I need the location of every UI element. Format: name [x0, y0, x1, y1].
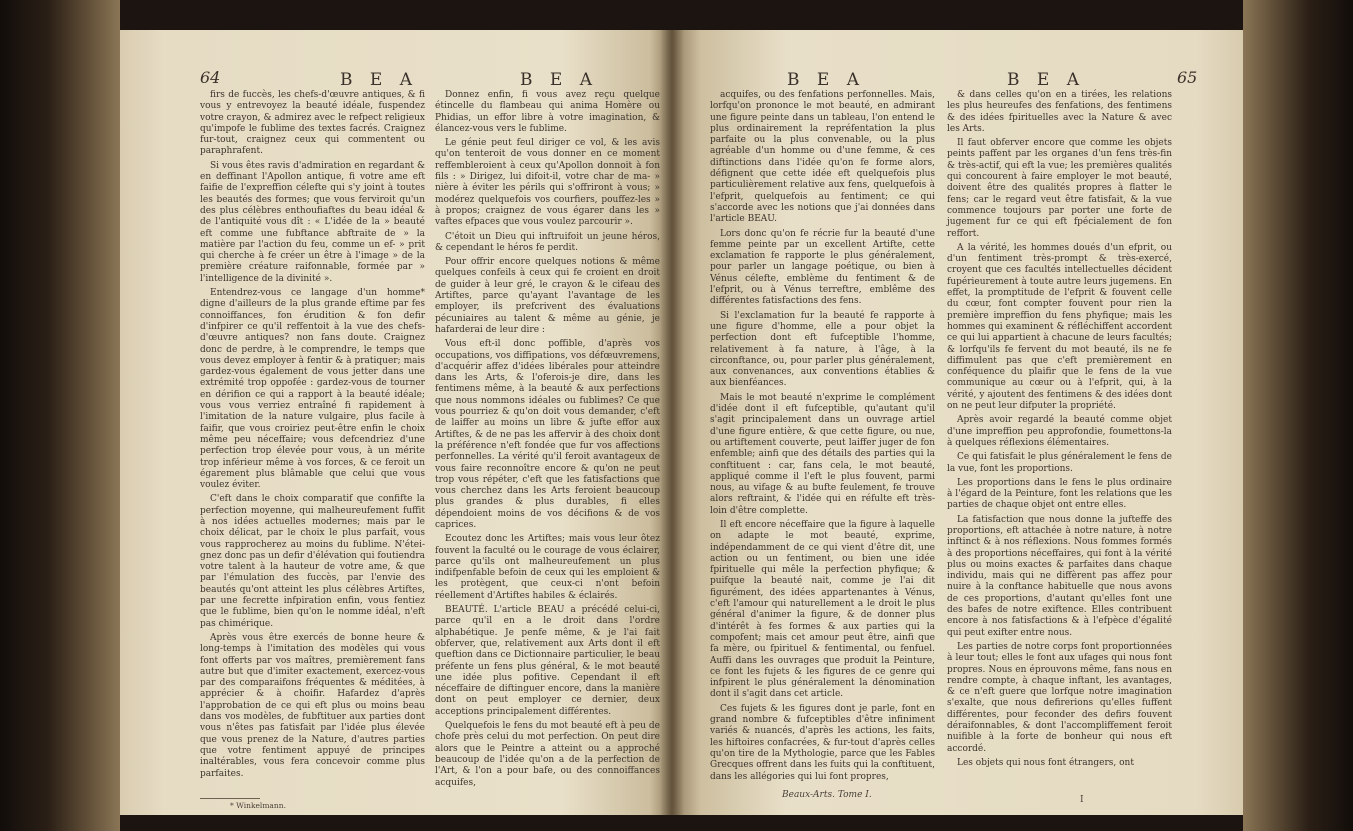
paragraph: Ce qui fatisfait le plus généralement le fens de la vue, font les proportions. — [947, 452, 1172, 474]
paragraph: Mais le mot beauté n'exprime le complément d'idée dont il eft fufceptible, qu'autant qu'il s'agit principalement dans un ouvrage artiel d'une figure entière, & que cette figure, ou nue, ou artiftement couverte, peut laiffer juger de fon enfemble; ainfi que des détails des parties qui la conftituent : car, fans cela, le mot beauté, appliqué comme il l'eft le plus fouvent, parmi nous, au vifage & au bufte feulement, fe trouve alors reftraint, & l'idée qui en réfulte eft très-loin d'être complette. — [710, 392, 935, 516]
paragraph: Les objets qui nous font étrangers, ont — [957, 757, 1134, 768]
paragraph: Les proportions dans le fens le plus ordinaire à l'égard de la Peinture, font les relations que les parties de chaque objet ont entre elles. — [947, 477, 1172, 511]
paragraph: Entendrez-vous ce langage d'un homme* digne d'ailleurs de la plus grande eftime par fes connoiffances, fon érudition & fon defir d'infpirer ce qu'il reffentoit à la vue des chefs-d'œuvre antiques? non fans doute. Craignez donc de perdre, à le comprendre, le temps que vous devez employer à fentir & à pratiquer; mais gardez-vous également de vous jetter dans une extrémité trop oppofée : gardez-vous de tourner en dérifion ce qui a rapport à la beauté idéale; vous vous verriez entraîné fi rapidement à l'imitation de la nature vulgaire, plus facile à faifir, que vous croiriez peut-être enfin le choix même peu néceffaire; vous defcendriez d'une perfection trop élevée pour vous, à un mérite trop inférieur même à vos forces, & ce feroit un égarement plus blâmable que celui que vous voulez éviter. — [200, 288, 425, 491]
paragraph: Si vous êtes ravis d'admiration en regardant & en deffinant l'Apollon antique, fi votre ame eft faifie de l'expreffion célefte qui s'y joint à toutes les beautés des formes; que vous ferviroit qu'un des plus célèbres enthoufiaftes du beau idéal & de l'antiquité vous dît : « L'idée de la » beauté eft comme une fubftance abftraite de » la matière par l'action du feu, comme un ef- » prit qui cherche à fe créer un être à l'image » de la première créature raifonnable, formée par » l'intelligence de la divinité ». — [200, 160, 425, 284]
paragraph: firs de fuccès, les chefs-d'œuvre antiques, & fi vous y entrevoyez la beauté idéale, fuspendez votre crayon, & admirez avec le refpect religieux qu'impofe le fublime des textes facrés. Craignez fur-tout, craignez ceux qui commentent ou paraphrafent. — [200, 90, 425, 157]
right-page-edges — [1243, 0, 1353, 831]
signature-line: Beaux-Arts. Tome I. — [782, 790, 872, 800]
running-head-left-col2: B E A — [520, 70, 598, 90]
paragraph: A la vérité, les hommes doués d'un efprit, ou d'un fentiment très-prompt & très-exercé, croyent que ces facultés intellectuelles décident fupérieurement à toute autre leurs jugemens. En effet, la promptitude de l'efprit & fouvent celle du cœur, font compter fouvent pour rien la première impreffion du fens phyfique; mais les hommes qui examinent & réfléchiffent accordent ce qui lui appartient à chacune de leurs facultés; & lorfqu'ils fe fervent du mot beauté, ils ne fe diffimulent pas que c'eft premièrement en conféquence du plaifir que le fens de la vue communique au cœur ou à l'efprit, qui, à la vérité, y ajoutent des fentimens & des idées dont on ne peut leur difputer la propriété. — [947, 242, 1172, 412]
paragraph: C'eft dans le choix comparatif que confifte la perfection moyenne, qui malheureufement fuffit à nos idées actuelles modernes; mais par le choix délicat, par le choix le plus parfait, vous vous rapprocherez au moins du fublime. N'étei-gnez donc pas un defir d'élévation qui foutiendra votre talent à la hauteur de votre ame, & que par l'émulation des fuccès, par l'envie des beautés qu'ont atteint les plus célèbres Artiftes, par une fecrette infpiration enfin, vous fentiez que le fublime, bien qu'on le nomme idéal, n'eft pas chimérique. — [200, 494, 425, 629]
paragraph: Lors donc qu'on fe récrie fur la beauté d'une femme peinte par un excellent Artifte, cette exclamation fe rapporte le plus généralement, pour parler un langage poétique, ou bien à Vénus célefte, emblème du fentiment & de l'efprit, ou à Vénus terreftre, emblême des différentes fatisfactions des fens. — [710, 228, 935, 307]
paragraph: Il eft encore néceffaire que la figure à laquelle on adapte le mot beauté, exprime, indépendamment de ce qui vient d'être dit, une action ou un fentiment, ou bien une idée fpirituelle qui mêle la perfection phyfique; & puifque la beauté nait, comme je l'ai dit figurément, des idées appartenantes à Vénus, c'eft l'amour qui naturellement a le droit le plus général d'animer la figure, & de donner plus d'intérêt à fes formes & aux parties qui la compofent; mais cet amour peut être, ainfi que fa mère, ou fpirituel & fentimental, ou fenfuel. Auffi dans les ouvrages que produit la Peinture, ce font les fujets & les figures de ce genre qui infpirent le plus généralement la dénomination dont il s'agit dans cet article. — [710, 519, 935, 700]
left-page — [120, 30, 672, 815]
paragraph: Il faut obferver encore que comme les objets peints paffent par les organes d'un fens très-fin & très-actif, qui eft la vue; les premières qualités qui concourent à faire employer le mot beauté, doivent être des qualités propres à flatter le fens; car le regard veut être fatisfait, & la vue commence toujours par porter une forte de jugement fur ce qui eft fpécialement de fon reffort. — [947, 138, 1172, 239]
paragraph: Les parties de notre corps font proportionnées à leur tout; elles le font aux ufages qui nous font propres. Nous en éprouvons même, fans nous en rendre compte, à chaque inftant, les avantages, & ce n'eft guere que lorfque notre imagination s'exalte, que nous defirerions qu'elles fuffent différentes, pour feconder des defirs fouvent déraifonnables, & dont l'accompliffement feroit nuifible à la forte de bonheur qui nous eft accordé. — [947, 641, 1172, 754]
running-head-right: B E A — [1007, 70, 1085, 90]
left-column-2 — [435, 90, 660, 790]
footnote: * Winkelmann. — [230, 801, 286, 810]
paragraph: Après vous être exercés de bonne heure & long-temps à l'imitation des modèles qui vous font offerts par vos maîtres, premièrement fans autre but que d'imiter exactement, exercez-vous par des comparaifons fréquentes & méditées, à apprécier & à choifir. Hafardez d'après l'approbation de ce qui eft plus ou moins beau dans vos modèles, de fubftituer aux parties dont vous n'êtes pas fatisfait par l'idée plus élevée que vous prenez de la Nature, d'autres parties que votre fentiment appuyé de principes inaltérables, vous fera concevoir comme plus parfaites. — [200, 632, 425, 779]
paragraph: Donnez enfin, fi vous avez reçu quelque étincelle du flambeau qui anima Homère ou Phidias, un effor libre à votre imagination, & élancez-vous vers le fublime. — [435, 90, 660, 134]
paragraph: & dans celles qu'on en a tirées, les relations les plus heureufes des fenfations, des fentimens & des idées fpirituelles avec la Nature & avec les Arts. — [947, 90, 1172, 134]
page-number-left: 64 — [200, 68, 221, 87]
left-column-1 — [200, 90, 425, 779]
paragraph: Pour offrir encore quelques notions & même quelques confeils à ceux qui fe croient en droit de guider à leur gré, le crayon & le cifeau des Artiftes, parce qu'ayant l'avantage de les employer, ils prefcrivent des évaluations pécuniaires au talent & même au génie, je hafarderai de leur dire : — [435, 257, 660, 335]
book-gutter — [660, 30, 684, 815]
running-head-left: B E A — [340, 70, 418, 90]
paragraph: Quelquefois le fens du mot beauté eft à peu de chofe près celui du mot perfection. On peut dire alors que le Peintre a atteint ou a approché beaucoup de l'idée qu'on a de la perfection de l'Art, & l'on a pour bafe, ou des connoiffances acquifes, — [435, 721, 660, 788]
paragraph: Vous eft-il donc poffible, d'après vos occupations, vos diffipations, vos défœuvremens, d'acquérir affez d'idées libérales pour atteindre dans les Arts, & l'oferois-je dire, dans les fentimens même, à la beauté & aux perfections que nous nommons idéales ou fublimes? Ce que vous pourriez & qu'on doit vous demander, c'eft de laiffer au moins un libre & jufte effor aux Artiftes, & de ne pas les affervir à des choix dont la préférence n'eft fondée que fur vos affections perfonnelles. La vérité qu'il feroit avantageux de vous faire reconnoître encore & qu'on ne peut trop vous répéter, c'eft que les fatisfactions que vous cherchez dans les Arts feroient beaucoup plus grandes & plus durables, fi elles dépendoient moins de vos décifions & de vos caprices. — [435, 339, 660, 530]
paragraph: Le génie peut feul diriger ce vol, & les avis qu'on tenteroit de vous donner en ce moment reffembleroient à ceux qu'Apollon donnoit à fon fils : » Dirigez, lui difoit-il, votre char de ma- » nière à éviter les périls qui s'offriront à vous; » modérez quelquefois vos courfiers, pouffez-les » à propos; craignez de vous égarer dans les » vaftes efpaces que vous voulez parcourir ». — [435, 138, 660, 228]
paragraph: Si l'exclamation fur la beauté fe rapporte à une figure d'homme, elle a pour objet la perfection dont eft fufceptible l'homme, relativement à fa nature, à l'âge, à la circonftance, ou, pour parler plus généralement, aux convenances, aux conventions établies & aux bienféances. — [710, 310, 935, 389]
paragraph: acquifes, ou des fenfations perfonnelles. Mais, lorfqu'on prononce le mot beauté, en admirant une figure peinte dans un tableau, l'on entend le plus ordinairement la repréfentation la plus parfaite ou la plus convenable, ou la plus agréable d'un homme ou d'une femme, & ces diftinctions dans l'idée qu'on fe forme alors, défignent que cette idée eft quelquefois plus particulièrement relative aux fens, quelquefois à l'efprit, quelquefois au fentiment; ce qui s'accorde avec les notions que j'ai données dans l'article BEAU. — [710, 90, 935, 225]
page-number-right: 65 — [1177, 68, 1198, 87]
paragraph: Après avoir regardé la beauté comme objet d'une impreffion peu approfondie, foumettons-la à quelques réflexions élémentaires. — [947, 415, 1172, 448]
right-page — [672, 30, 1243, 815]
article-beaute: BEAUTÉ. L'article BEAU a précédé celui-ci, parce qu'il en a le droit dans l'ordre alphabétique. Je penfe même, & je l'ai fait obferver, que, relativement aux Arts dont il eft queftion dans ce Dictionnaire particulier, le beau préfente un fens plus général, & le mot beauté une idée plus pofitive. Cependant il eft néceffaire de diftinguer encore, dans la manière dont on peut employer ce dernier, deux acceptions principalement différentes. — [435, 605, 660, 717]
paragraph: La fatisfaction que nous donne la jufteffe des proportions, eft attachée à notre nature, à notre inftinct & à nos réflexions. Nous fommes formés à des proportions néceffaires, qui font à la vérité plus ou moins exactes & parfaites dans chaque individu, mais qui ne diffèrent pas affez pour nuire à la conftance habituelle que nous avons de ces proportions, d'autant qu'elles font une des bafes de notre exiftence. Elles contribuent encore à nos fatisfactions & à l'efpèce d'égalité qui peut exifter entre nous. — [947, 514, 1172, 638]
right-column-1 — [710, 90, 935, 780]
signature-mark: I — [1080, 795, 1084, 805]
left-page-edges — [0, 0, 120, 831]
paragraph: Ces fujets & les figures dont je parle, font en grand nombre & fufceptibles d'être infiniment variés & nuancés, d'après les actions, les faits, les hiftoires confacrées, & fur-tout d'après celles qu'on tire de la Mythologie, parce que les Fables Grecques offrent dans les fuits qui la conftituent, dans les allégories qui lui font propres, — [710, 703, 935, 782]
running-head-right-col1: B E A — [787, 70, 865, 90]
footnote-rule — [200, 798, 260, 799]
paragraph: C'étoit un Dieu qui inftruifoit un jeune héros, & cependant le héros fe perdit. — [435, 231, 660, 253]
paragraph: Ecoutez donc les Artiftes; mais vous leur ôtez fouvent la faculté ou le courage de vous éclairer, parce qu'ils ont malheureufement un plus indifpenfable befoin de ceux qui les emploient & les protègent, que ceux-ci n'ont befoin réellement d'Artiftes habiles & éclairés. — [435, 534, 660, 601]
right-column-2 — [947, 90, 1172, 790]
